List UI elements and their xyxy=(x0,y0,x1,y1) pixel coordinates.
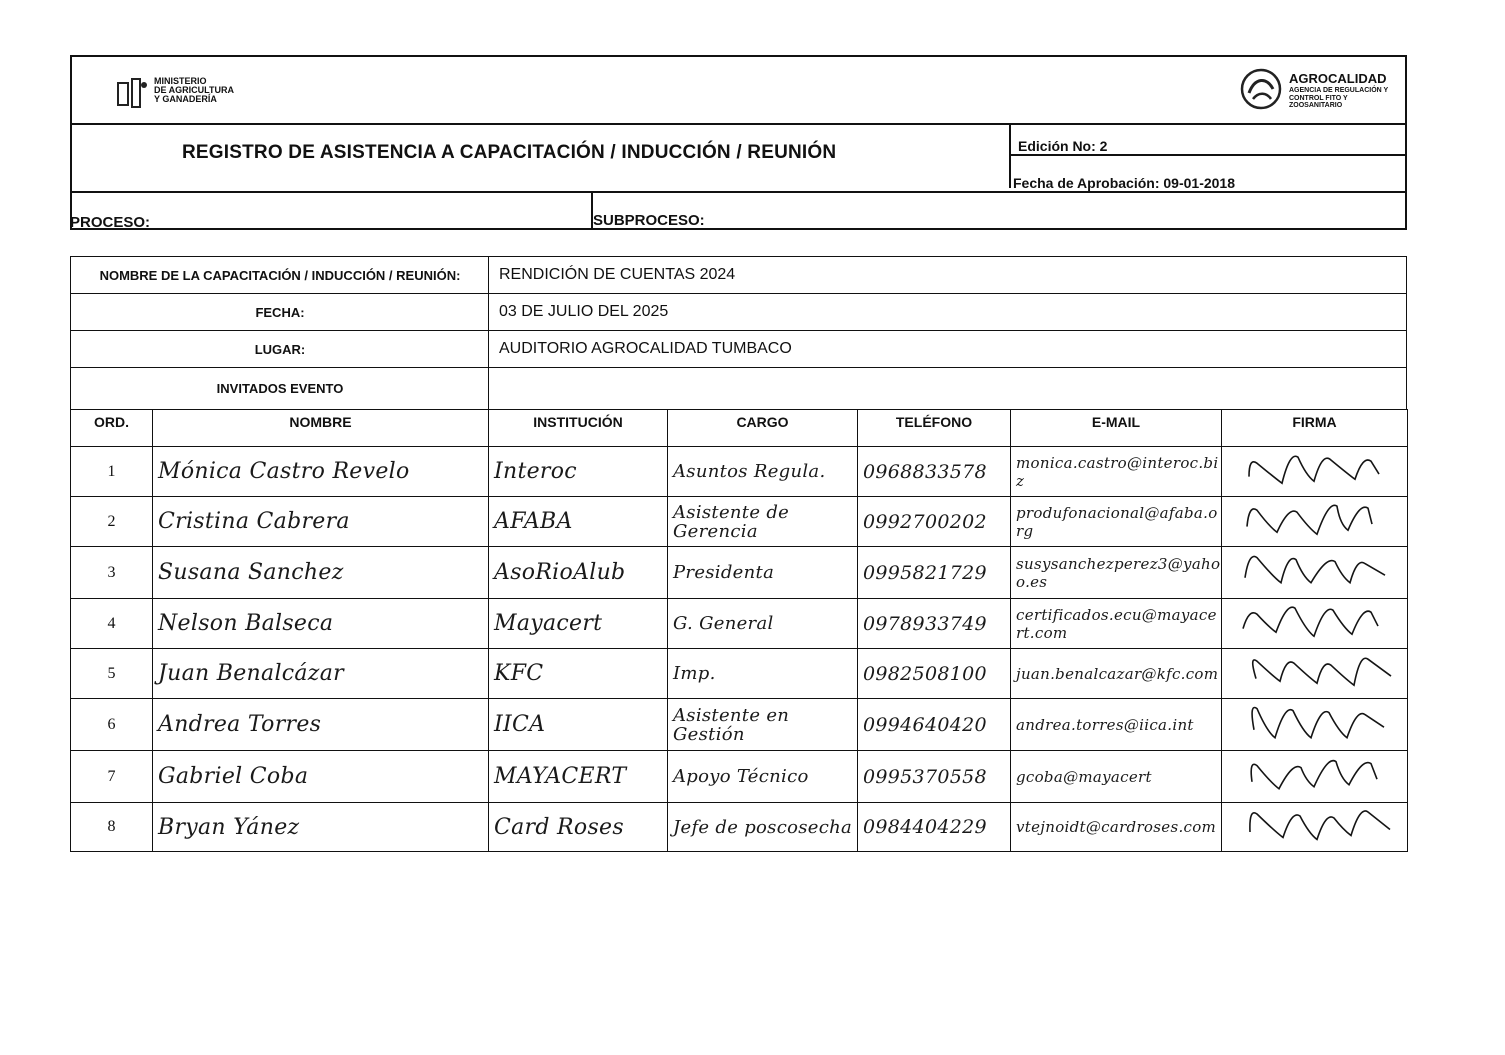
approval-date: Fecha de Aprobación: 09-01-2018 xyxy=(1013,175,1236,191)
row-cell-col-email xyxy=(1010,598,1222,649)
row-cell-col-telefono xyxy=(857,446,1011,497)
handwritten-institucion: KFC xyxy=(494,661,544,686)
handwritten-telefono: 0994640420 xyxy=(863,713,987,736)
row-cell-col-ord xyxy=(70,546,153,599)
handwritten-cargo: G. General xyxy=(673,613,774,634)
event-name-label-cell xyxy=(70,256,490,294)
place-value-cell xyxy=(488,330,1407,368)
place-label: LUGAR: xyxy=(254,341,306,357)
row-number: 8 xyxy=(107,818,116,835)
row-cell-col-cargo xyxy=(667,446,858,497)
handwritten-nombre: Susana Sanchez xyxy=(158,560,344,585)
row-cell-col-firma xyxy=(1221,496,1408,547)
row-cell-col-cargo xyxy=(667,698,858,751)
handwritten-institucion: AsoRioAlub xyxy=(494,560,626,585)
signature-icon xyxy=(1222,496,1407,547)
row-cell-col-cargo xyxy=(667,648,858,699)
date-value-cell xyxy=(488,293,1407,331)
row-cell-col-institucion xyxy=(488,598,668,649)
row-cell-col-firma xyxy=(1221,698,1408,751)
signature-icon xyxy=(1222,750,1407,803)
row-cell-col-nombre xyxy=(152,750,489,803)
row-cell-col-firma xyxy=(1221,648,1408,699)
row-cell-col-telefono xyxy=(857,750,1011,803)
row-cell-col-ord xyxy=(70,598,153,649)
row-cell-col-telefono xyxy=(857,698,1011,751)
row-cell-col-institucion xyxy=(488,546,668,599)
handwritten-telefono: 0982508100 xyxy=(863,662,987,685)
handwritten-nombre: Bryan Yánez xyxy=(158,814,300,840)
document-title: REGISTRO DE ASISTENCIA A CAPACITACIÓN / INDUCCIÓN / REUNIÓN xyxy=(182,142,837,163)
handwritten-institucion: MAYACERT xyxy=(494,764,627,789)
date-value: 03 DE JULIO DEL 2025 xyxy=(499,303,669,320)
signature-icon xyxy=(1222,698,1407,751)
document-header xyxy=(70,55,1407,230)
agrocalidad-subtitle: CONTROL FITO Y ZOOSANITARIO xyxy=(1289,95,1348,109)
ministry-emblem-icon xyxy=(114,75,150,111)
row-cell-col-cargo xyxy=(667,802,858,852)
subproceso-label: SUBPROCESO: xyxy=(593,212,705,229)
row-cell-col-firma xyxy=(1221,446,1408,497)
row-number: 2 xyxy=(107,512,116,530)
handwritten-email: susysanchezperez3@yahoo.es xyxy=(1016,554,1221,591)
row-cell-col-email xyxy=(1010,698,1222,751)
handwritten-telefono: 0968833578 xyxy=(863,460,987,483)
row-cell-col-telefono xyxy=(857,648,1011,699)
place-label-cell xyxy=(70,330,490,368)
agrocalidad-name: AGROCALIDAD xyxy=(1289,71,1387,86)
header-divider xyxy=(72,123,1405,125)
handwritten-institucion: AFABA xyxy=(494,509,573,534)
header-col-email xyxy=(1010,409,1222,447)
row-cell-col-telefono xyxy=(857,598,1011,649)
header-col-telefono xyxy=(857,409,1011,447)
handwritten-email: gcoba@mayacert xyxy=(1016,767,1152,786)
row-cell-col-cargo xyxy=(667,546,858,599)
handwritten-cargo: Asuntos Regula. xyxy=(673,461,826,482)
handwritten-telefono: 0992700202 xyxy=(863,510,987,533)
date-label: FECHA: xyxy=(255,304,305,320)
proceso-label: PROCESO: xyxy=(70,214,151,231)
header-col-firma xyxy=(1221,409,1408,447)
column-header: ORD. xyxy=(94,414,129,430)
row-number: 5 xyxy=(107,664,116,682)
handwritten-nombre: Juan Benalcázar xyxy=(158,661,344,686)
handwritten-nombre: Mónica Castro Revelo xyxy=(158,459,410,484)
column-header: E-MAIL xyxy=(1091,414,1141,430)
handwritten-nombre: Gabriel Coba xyxy=(158,764,309,789)
ministry-logo-text: Y GANADERÍA xyxy=(154,94,217,104)
handwritten-email: juan.benalcazar@kfc.com xyxy=(1016,664,1219,683)
handwritten-institucion: Interoc xyxy=(494,459,577,484)
row-cell-col-institucion xyxy=(488,446,668,497)
handwritten-cargo: Jefe de poscosecha xyxy=(673,816,853,838)
signature-icon xyxy=(1222,546,1407,599)
handwritten-email: vtejnoidt@cardroses.com xyxy=(1016,818,1217,836)
agrocalidad-logo xyxy=(1239,67,1399,113)
column-header: TELÉFONO xyxy=(895,414,973,430)
event-name-value-cell xyxy=(488,256,1407,294)
column-header: CARGO xyxy=(736,414,789,430)
row-number: 6 xyxy=(107,715,116,733)
row-cell-col-nombre xyxy=(152,598,489,649)
row-cell-col-email xyxy=(1010,546,1222,599)
guests-label-cell xyxy=(70,367,490,410)
date-label-cell xyxy=(70,293,490,331)
edition-number: Edición No: 2 xyxy=(1018,138,1108,154)
handwritten-telefono: 0978933749 xyxy=(863,612,987,635)
row-cell-col-institucion xyxy=(488,698,668,751)
agrocalidad-subtitle: AGENCIA DE REGULACIÓN Y xyxy=(1289,87,1389,94)
row-cell-col-email xyxy=(1010,750,1222,803)
row-number: 1 xyxy=(107,462,116,480)
row-cell-col-ord xyxy=(70,698,153,751)
row-cell-col-ord xyxy=(70,496,153,547)
row-cell-col-email xyxy=(1010,446,1222,497)
row-cell-col-ord xyxy=(70,446,153,497)
attendance-grid xyxy=(70,256,1407,852)
row-cell-col-institucion xyxy=(488,648,668,699)
handwritten-institucion: IICA xyxy=(494,712,546,737)
handwritten-email: andrea.torres@iica.int xyxy=(1016,715,1194,734)
row-cell-col-telefono xyxy=(857,802,1011,852)
handwritten-telefono: 0995821729 xyxy=(863,561,987,584)
row-cell-col-nombre xyxy=(152,648,489,699)
row-cell-col-email xyxy=(1010,496,1222,547)
handwritten-telefono: 0984404229 xyxy=(863,816,987,838)
column-header: NOMBRE xyxy=(289,414,352,430)
row-cell-col-nombre xyxy=(152,698,489,751)
header-divider xyxy=(1009,154,1405,156)
signature-icon xyxy=(1222,802,1407,852)
row-number: 3 xyxy=(107,563,116,581)
ministry-logo-text: MINISTERIO xyxy=(154,76,207,86)
row-number: 7 xyxy=(107,767,116,785)
header-col-cargo xyxy=(667,409,858,447)
row-number: 4 xyxy=(107,614,116,632)
guests-value-cell xyxy=(488,367,1407,410)
ministry-logo xyxy=(114,73,254,113)
handwritten-cargo: Asistente en Gestión xyxy=(673,704,790,745)
row-cell-col-ord xyxy=(70,802,153,852)
handwritten-telefono: 0995370558 xyxy=(863,765,987,788)
handwritten-nombre: Nelson Balseca xyxy=(158,611,334,636)
handwritten-email: monica.castro@interoc.biz xyxy=(1016,453,1219,490)
row-cell-col-cargo xyxy=(667,750,858,803)
row-cell-col-nombre xyxy=(152,446,489,497)
header-divider xyxy=(72,191,1405,193)
row-cell-col-ord xyxy=(70,648,153,699)
handwritten-email: certificados.ecu@mayacert.com xyxy=(1016,605,1217,642)
handwritten-cargo: Apoyo Técnico xyxy=(673,766,809,787)
row-cell-col-nombre xyxy=(152,546,489,599)
handwritten-institucion: Card Roses xyxy=(494,814,624,840)
handwritten-cargo: Imp. xyxy=(673,663,716,684)
agrocalidad-emblem-icon xyxy=(1239,67,1283,111)
row-cell-col-telefono xyxy=(857,546,1011,599)
signature-icon xyxy=(1222,446,1407,497)
row-cell-col-institucion xyxy=(488,496,668,547)
handwritten-cargo: Presidenta xyxy=(673,562,775,583)
handwritten-nombre: Cristina Cabrera xyxy=(158,509,350,534)
signature-icon xyxy=(1222,598,1407,649)
row-cell-col-firma xyxy=(1221,598,1408,649)
row-cell-col-email xyxy=(1010,648,1222,699)
row-cell-col-firma xyxy=(1221,802,1408,852)
header-col-institucion xyxy=(488,409,668,447)
row-cell-col-cargo xyxy=(667,598,858,649)
row-cell-col-email xyxy=(1010,802,1222,852)
column-header: INSTITUCIÓN xyxy=(533,414,623,430)
row-cell-col-firma xyxy=(1221,750,1408,803)
handwritten-nombre: Andrea Torres xyxy=(158,712,322,737)
row-cell-col-firma xyxy=(1221,546,1408,599)
row-cell-col-nombre xyxy=(152,802,489,852)
place-value: AUDITORIO AGROCALIDAD TUMBACO xyxy=(499,340,792,357)
event-name-value: RENDICIÓN DE CUENTAS 2024 xyxy=(499,266,736,283)
row-cell-col-cargo xyxy=(667,496,858,547)
handwritten-email: produfonacional@afaba.org xyxy=(1016,503,1218,540)
column-header: FIRMA xyxy=(1292,414,1337,430)
signature-icon xyxy=(1222,648,1407,699)
header-col-ord xyxy=(70,409,153,447)
handwritten-institucion: Mayacert xyxy=(494,611,603,636)
event-name-label: NOMBRE DE LA CAPACITACIÓN / INDUCCIÓN / REUNIÓN: xyxy=(99,267,461,283)
row-cell-col-ord xyxy=(70,750,153,803)
row-cell-col-telefono xyxy=(857,496,1011,547)
row-cell-col-institucion xyxy=(488,802,668,852)
guests-label: INVITADOS EVENTO xyxy=(216,381,344,396)
header-col-nombre xyxy=(152,409,489,447)
row-cell-col-institucion xyxy=(488,750,668,803)
row-cell-col-nombre xyxy=(152,496,489,547)
ministry-logo-text: DE AGRICULTURA xyxy=(154,85,234,95)
handwritten-cargo: Asistente de Gerencia xyxy=(673,501,790,542)
